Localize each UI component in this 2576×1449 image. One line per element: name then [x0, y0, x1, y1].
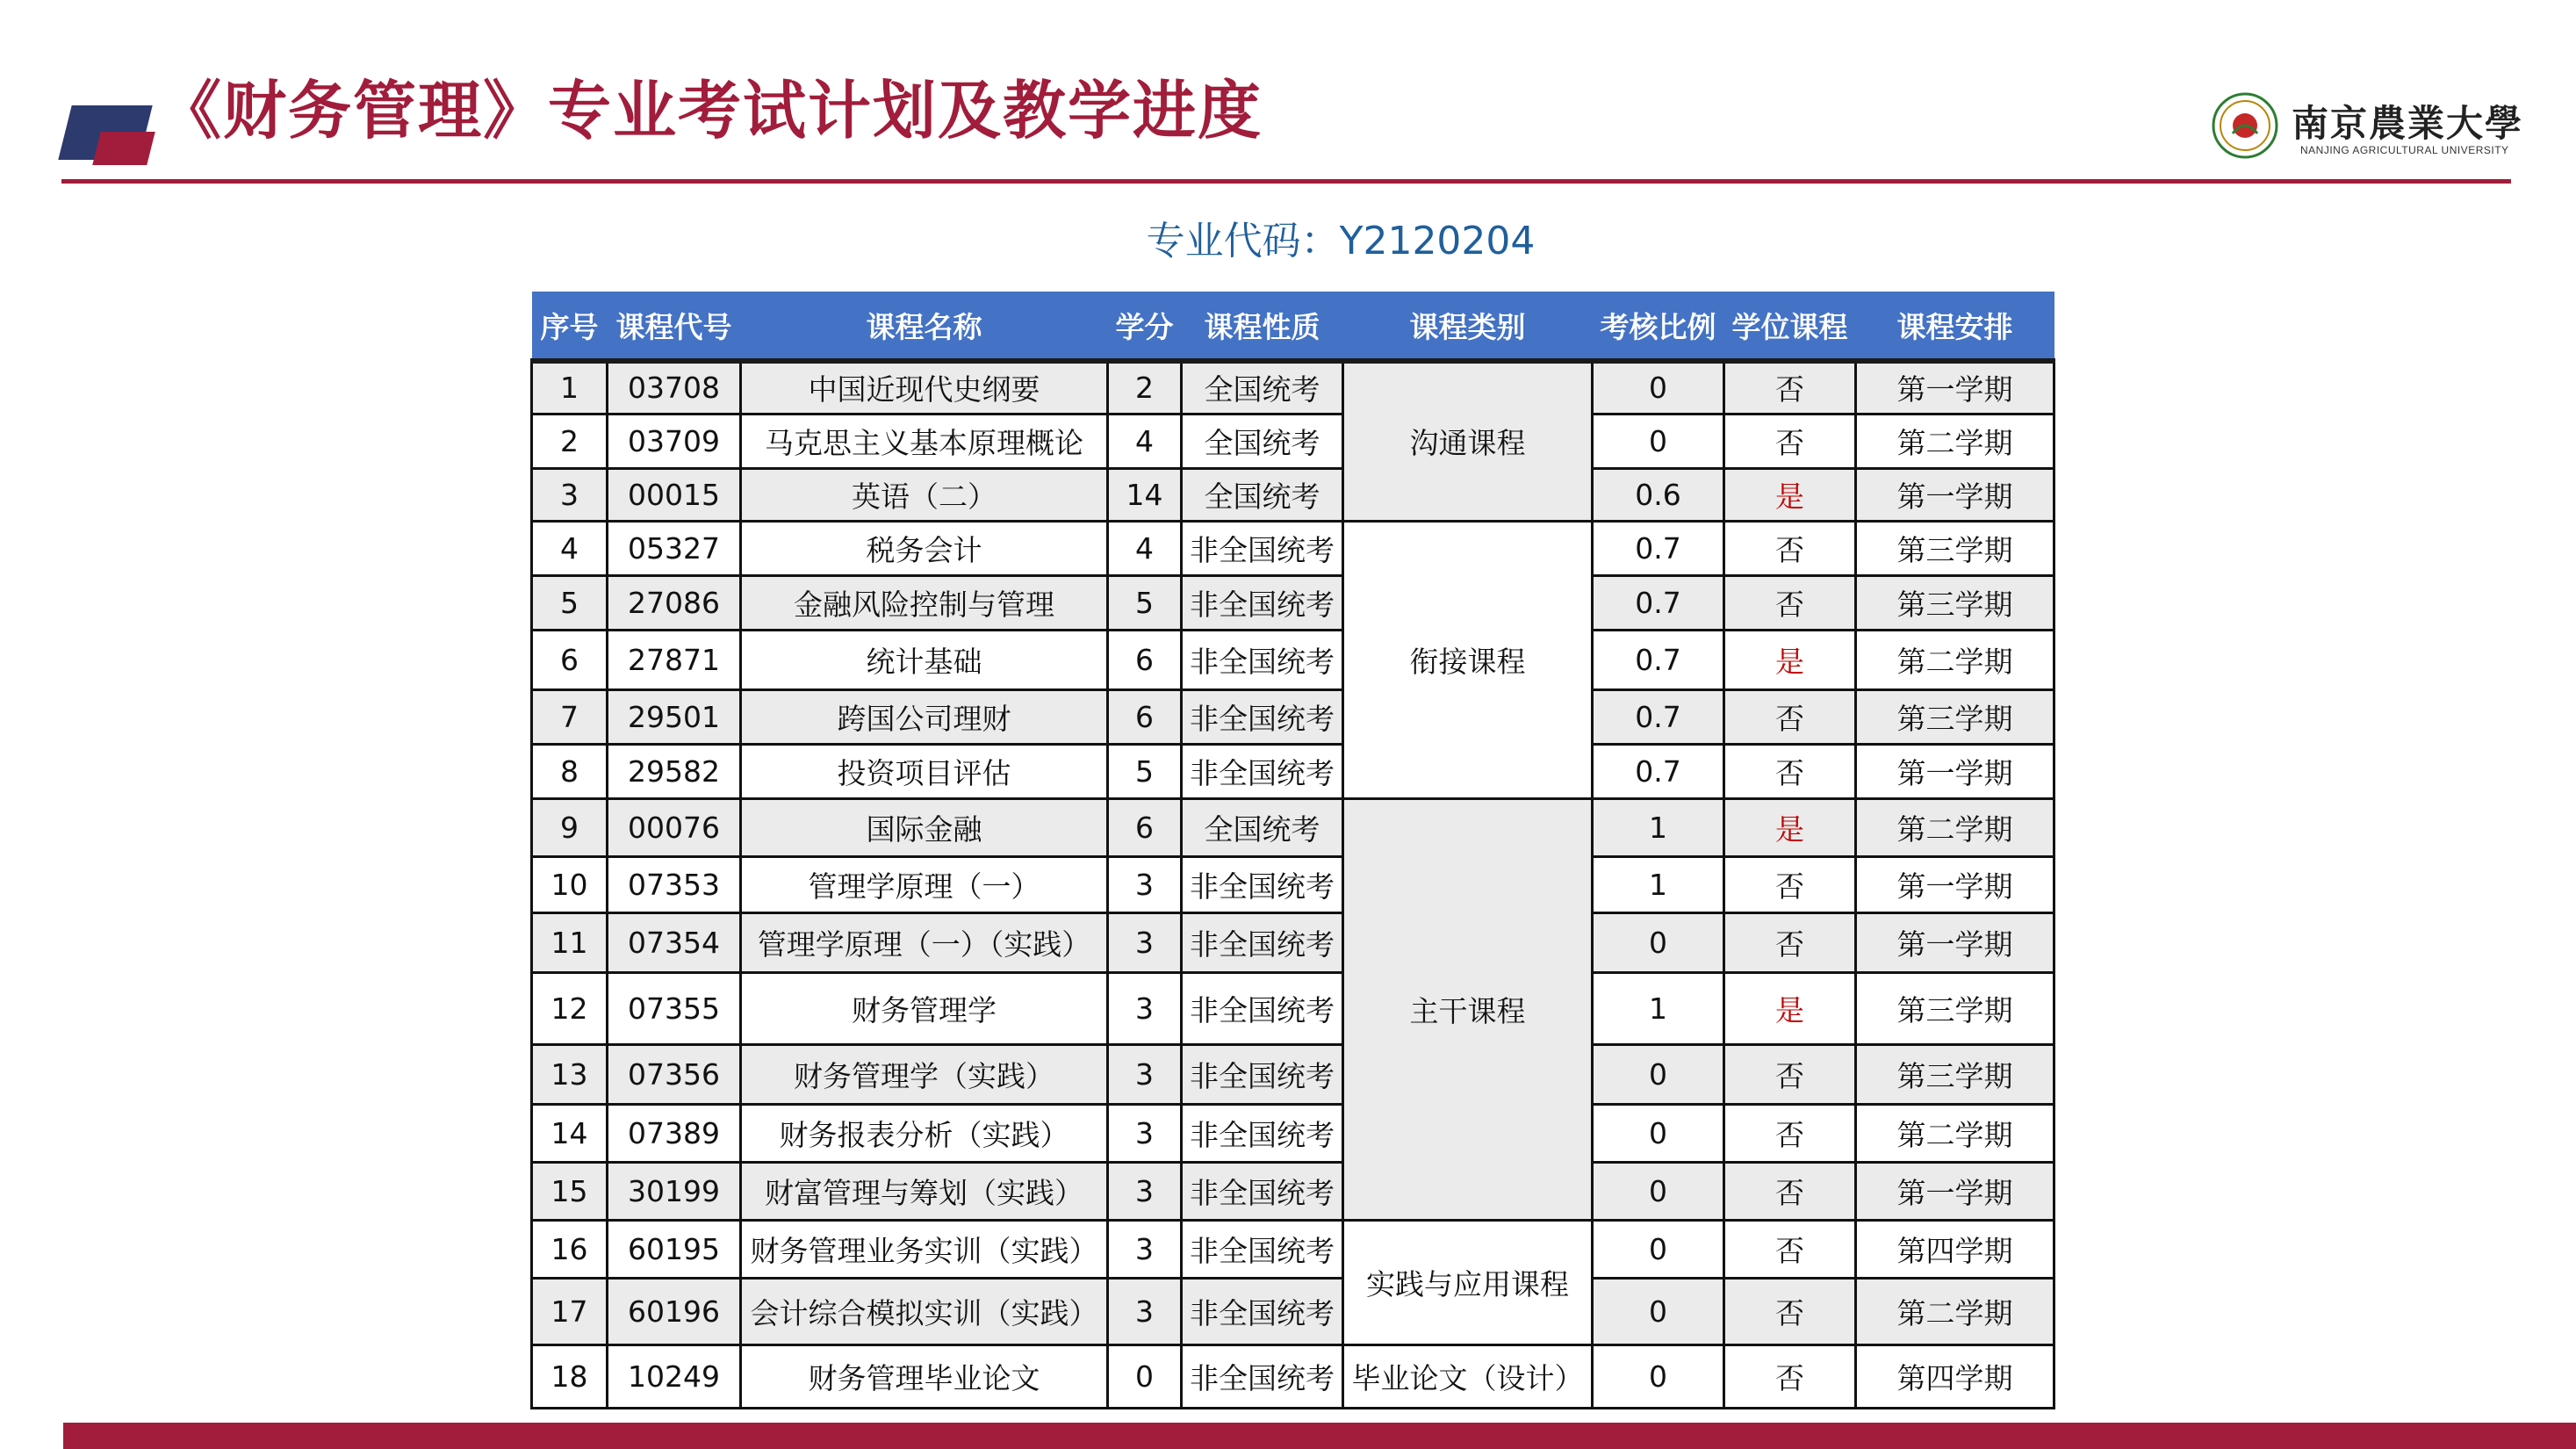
cell-ratio: 0: [1593, 1278, 1724, 1344]
table-row: [532, 1220, 2054, 1278]
col-header-no: 序号: [532, 292, 608, 361]
cell-nature: 全国统考: [1182, 798, 1343, 856]
cell-schedule: 第三学期: [1856, 1044, 2054, 1104]
cell-credit: 3: [1108, 1162, 1182, 1220]
cell-name: 管理学原理（一）: [741, 856, 1108, 912]
university-emblem-icon: [2211, 91, 2279, 160]
cell-code: 00015: [608, 468, 741, 521]
table-row: [532, 1162, 2054, 1220]
cell-degree: 否: [1724, 1104, 1856, 1162]
cell-nature: 非全国统考: [1182, 1162, 1343, 1220]
cell-ratio: 1: [1593, 972, 1724, 1044]
cell-nature: 非全国统考: [1182, 856, 1343, 912]
cell-no: 4: [532, 521, 608, 575]
cell-degree: 否: [1724, 361, 1856, 414]
cell-credit: 3: [1108, 972, 1182, 1044]
cell-degree: 是: [1724, 630, 1856, 689]
cell-code: 30199: [608, 1162, 741, 1220]
cell-ratio: 0.7: [1593, 630, 1724, 689]
cell-schedule: 第三学期: [1856, 521, 2054, 575]
cell-nature: 非全国统考: [1182, 1104, 1343, 1162]
cell-credit: 3: [1108, 1278, 1182, 1344]
cell-name: 中国近现代史纲要: [741, 361, 1108, 414]
university-name: 南京農業大學: [2292, 102, 2524, 145]
cell-degree: 否: [1724, 414, 1856, 468]
cell-code: 29501: [608, 689, 741, 744]
cell-name: 国际金融: [741, 798, 1108, 856]
cell-ratio: 0: [1593, 1104, 1724, 1162]
cell-name: 英语（二）: [741, 468, 1108, 521]
table-header-row: [532, 292, 2054, 361]
cell-degree: 是: [1724, 798, 1856, 856]
cell-ratio: 0: [1593, 1220, 1724, 1278]
table-row: [532, 414, 2054, 468]
col-header-code: 课程代号: [608, 292, 741, 361]
cell-degree: 否: [1724, 1220, 1856, 1278]
cell-name: 马克思主义基本原理概论: [741, 414, 1108, 468]
cell-schedule: 第一学期: [1856, 468, 2054, 521]
university-logo: [2211, 91, 2524, 163]
cell-credit: 14: [1108, 468, 1182, 521]
table-row: [532, 689, 2054, 744]
cell-code: 07354: [608, 912, 741, 972]
cell-no: 12: [532, 972, 608, 1044]
cell-degree: 否: [1724, 1278, 1856, 1344]
category-thesis: 毕业论文（设计）: [1343, 1344, 1593, 1408]
cell-nature: 非全国统考: [1182, 575, 1343, 630]
category-core: 主干课程: [1343, 798, 1593, 1220]
col-header-degree: 学位课程: [1724, 292, 1856, 361]
table-row: [532, 521, 2054, 575]
cell-nature: 非全国统考: [1182, 1044, 1343, 1104]
cell-credit: 3: [1108, 912, 1182, 972]
cell-credit: 6: [1108, 630, 1182, 689]
cell-schedule: 第三学期: [1856, 972, 2054, 1044]
major-code-line: [0, 209, 2576, 265]
cell-nature: 非全国统考: [1182, 689, 1343, 744]
cell-credit: 3: [1108, 1044, 1182, 1104]
cell-credit: 5: [1108, 744, 1182, 798]
cell-ratio: 1: [1593, 856, 1724, 912]
cell-credit: 3: [1108, 1104, 1182, 1162]
cell-ratio: 0: [1593, 1044, 1724, 1104]
cell-schedule: 第三学期: [1856, 575, 2054, 630]
cell-no: 14: [532, 1104, 608, 1162]
university-english-name: NANJING AGRICULTURAL UNIVERSITY: [2300, 144, 2509, 156]
cell-schedule: 第一学期: [1856, 744, 2054, 798]
footer-bar: [63, 1423, 2576, 1449]
cell-nature: 非全国统考: [1182, 1344, 1343, 1408]
cell-credit: 3: [1108, 1220, 1182, 1278]
cell-degree: 否: [1724, 912, 1856, 972]
col-header-ratio: 考核比例: [1593, 292, 1724, 361]
cell-code: 07356: [608, 1044, 741, 1104]
cell-code: 27086: [608, 575, 741, 630]
cell-ratio: 0.7: [1593, 689, 1724, 744]
table-row: [532, 912, 2054, 972]
cell-credit: 6: [1108, 689, 1182, 744]
cell-degree: 否: [1724, 1344, 1856, 1408]
cell-no: 6: [532, 630, 608, 689]
cell-schedule: 第四学期: [1856, 1344, 2054, 1408]
category-bridging: 衔接课程: [1343, 521, 1593, 798]
cell-ratio: 0.7: [1593, 744, 1724, 798]
cell-code: 27871: [608, 630, 741, 689]
cell-degree: 是: [1724, 972, 1856, 1044]
table-row: [532, 361, 2054, 414]
cell-code: 10249: [608, 1344, 741, 1408]
table-row: [532, 1344, 2054, 1408]
cell-code: 60195: [608, 1220, 741, 1278]
cell-credit: 2: [1108, 361, 1182, 414]
cell-no: 17: [532, 1278, 608, 1344]
cell-name: 财务报表分析（实践）: [741, 1104, 1108, 1162]
col-header-name: 课程名称: [741, 292, 1108, 361]
cell-degree: 否: [1724, 521, 1856, 575]
table-row: [532, 575, 2054, 630]
table-row: [532, 1278, 2054, 1344]
col-header-nature: 课程性质: [1182, 292, 1343, 361]
cell-schedule: 第二学期: [1856, 798, 2054, 856]
cell-name: 财务管理毕业论文: [741, 1344, 1108, 1408]
cell-nature: 非全国统考: [1182, 630, 1343, 689]
cell-nature: 非全国统考: [1182, 972, 1343, 1044]
cell-name: 财务管理学（实践）: [741, 1044, 1108, 1104]
title-divider: [61, 179, 2511, 184]
category-communication: 沟通课程: [1343, 361, 1593, 521]
cell-code: 60196: [608, 1278, 741, 1344]
cell-nature: 非全国统考: [1182, 1278, 1343, 1344]
cell-no: 10: [532, 856, 608, 912]
cell-degree: 否: [1724, 1044, 1856, 1104]
cell-degree: 否: [1724, 575, 1856, 630]
title-decoration-red: [92, 132, 155, 165]
cell-credit: 5: [1108, 575, 1182, 630]
cell-code: 00076: [608, 798, 741, 856]
cell-no: 8: [532, 744, 608, 798]
cell-ratio: 0: [1593, 1162, 1724, 1220]
cell-name: 财富管理与筹划（实践）: [741, 1162, 1108, 1220]
cell-schedule: 第二学期: [1856, 1278, 2054, 1344]
cell-code: 07353: [608, 856, 741, 912]
cell-ratio: 0: [1593, 1344, 1724, 1408]
cell-credit: 6: [1108, 798, 1182, 856]
cell-credit: 0: [1108, 1344, 1182, 1408]
col-header-schedule: 课程安排: [1856, 292, 2054, 361]
cell-degree: 否: [1724, 1162, 1856, 1220]
table-row: [532, 630, 2054, 689]
cell-name: 会计综合模拟实训（实践）: [741, 1278, 1108, 1344]
cell-schedule: 第四学期: [1856, 1220, 2054, 1278]
table-row: [532, 856, 2054, 912]
major-code: 专业代码：Y2120204: [1146, 219, 1536, 263]
cell-ratio: 0: [1593, 414, 1724, 468]
cell-credit: 4: [1108, 414, 1182, 468]
cell-no: 16: [532, 1220, 608, 1278]
cell-no: 5: [532, 575, 608, 630]
cell-name: 税务会计: [741, 521, 1108, 575]
cell-code: 05327: [608, 521, 741, 575]
cell-no: 13: [532, 1044, 608, 1104]
exam-plan-table: [530, 292, 2055, 1409]
col-header-credit: 学分: [1108, 292, 1182, 361]
cell-degree: 是: [1724, 468, 1856, 521]
cell-ratio: 1: [1593, 798, 1724, 856]
cell-no: 7: [532, 689, 608, 744]
cell-no: 11: [532, 912, 608, 972]
table-row: [532, 468, 2054, 521]
cell-degree: 否: [1724, 856, 1856, 912]
cell-name: 金融风险控制与管理: [741, 575, 1108, 630]
cell-ratio: 0: [1593, 912, 1724, 972]
cell-code: 29582: [608, 744, 741, 798]
cell-schedule: 第一学期: [1856, 361, 2054, 414]
table-row: [532, 798, 2054, 856]
cell-name: 投资项目评估: [741, 744, 1108, 798]
cell-no: 1: [532, 361, 608, 414]
page-title: 《财务管理》专业考试计划及教学进度: [158, 74, 1263, 148]
cell-no: 2: [532, 414, 608, 468]
table-row: [532, 1044, 2054, 1104]
cell-nature: 全国统考: [1182, 468, 1343, 521]
cell-degree: 否: [1724, 689, 1856, 744]
table-row: [532, 744, 2054, 798]
cell-credit: 3: [1108, 856, 1182, 912]
cell-code: 07355: [608, 972, 741, 1044]
cell-code: 07389: [608, 1104, 741, 1162]
cell-name: 财务管理业务实训（实践）: [741, 1220, 1108, 1278]
cell-nature: 非全国统考: [1182, 521, 1343, 575]
cell-no: 15: [532, 1162, 608, 1220]
cell-no: 3: [532, 468, 608, 521]
cell-schedule: 第一学期: [1856, 856, 2054, 912]
cell-ratio: 0.7: [1593, 521, 1724, 575]
cell-schedule: 第二学期: [1856, 630, 2054, 689]
cell-no: 18: [532, 1344, 608, 1408]
cell-ratio: 0.7: [1593, 575, 1724, 630]
cell-nature: 非全国统考: [1182, 744, 1343, 798]
category-practice: 实践与应用课程: [1343, 1220, 1593, 1344]
cell-name: 跨国公司理财: [741, 689, 1108, 744]
cell-nature: 非全国统考: [1182, 912, 1343, 972]
cell-schedule: 第一学期: [1856, 1162, 2054, 1220]
cell-name: 管理学原理（一）（实践）: [741, 912, 1108, 972]
table-row: [532, 1104, 2054, 1162]
cell-credit: 4: [1108, 521, 1182, 575]
cell-code: 03708: [608, 361, 741, 414]
cell-nature: 全国统考: [1182, 414, 1343, 468]
cell-name: 财务管理学: [741, 972, 1108, 1044]
col-header-category: 课程类别: [1343, 292, 1593, 361]
table-row: [532, 972, 2054, 1044]
cell-nature: 非全国统考: [1182, 1220, 1343, 1278]
cell-degree: 否: [1724, 744, 1856, 798]
cell-schedule: 第一学期: [1856, 912, 2054, 972]
cell-ratio: 0.6: [1593, 468, 1724, 521]
cell-ratio: 0: [1593, 361, 1724, 414]
cell-schedule: 第三学期: [1856, 689, 2054, 744]
cell-no: 9: [532, 798, 608, 856]
cell-name: 统计基础: [741, 630, 1108, 689]
cell-nature: 全国统考: [1182, 361, 1343, 414]
cell-schedule: 第二学期: [1856, 414, 2054, 468]
cell-schedule: 第二学期: [1856, 1104, 2054, 1162]
cell-code: 03709: [608, 414, 741, 468]
